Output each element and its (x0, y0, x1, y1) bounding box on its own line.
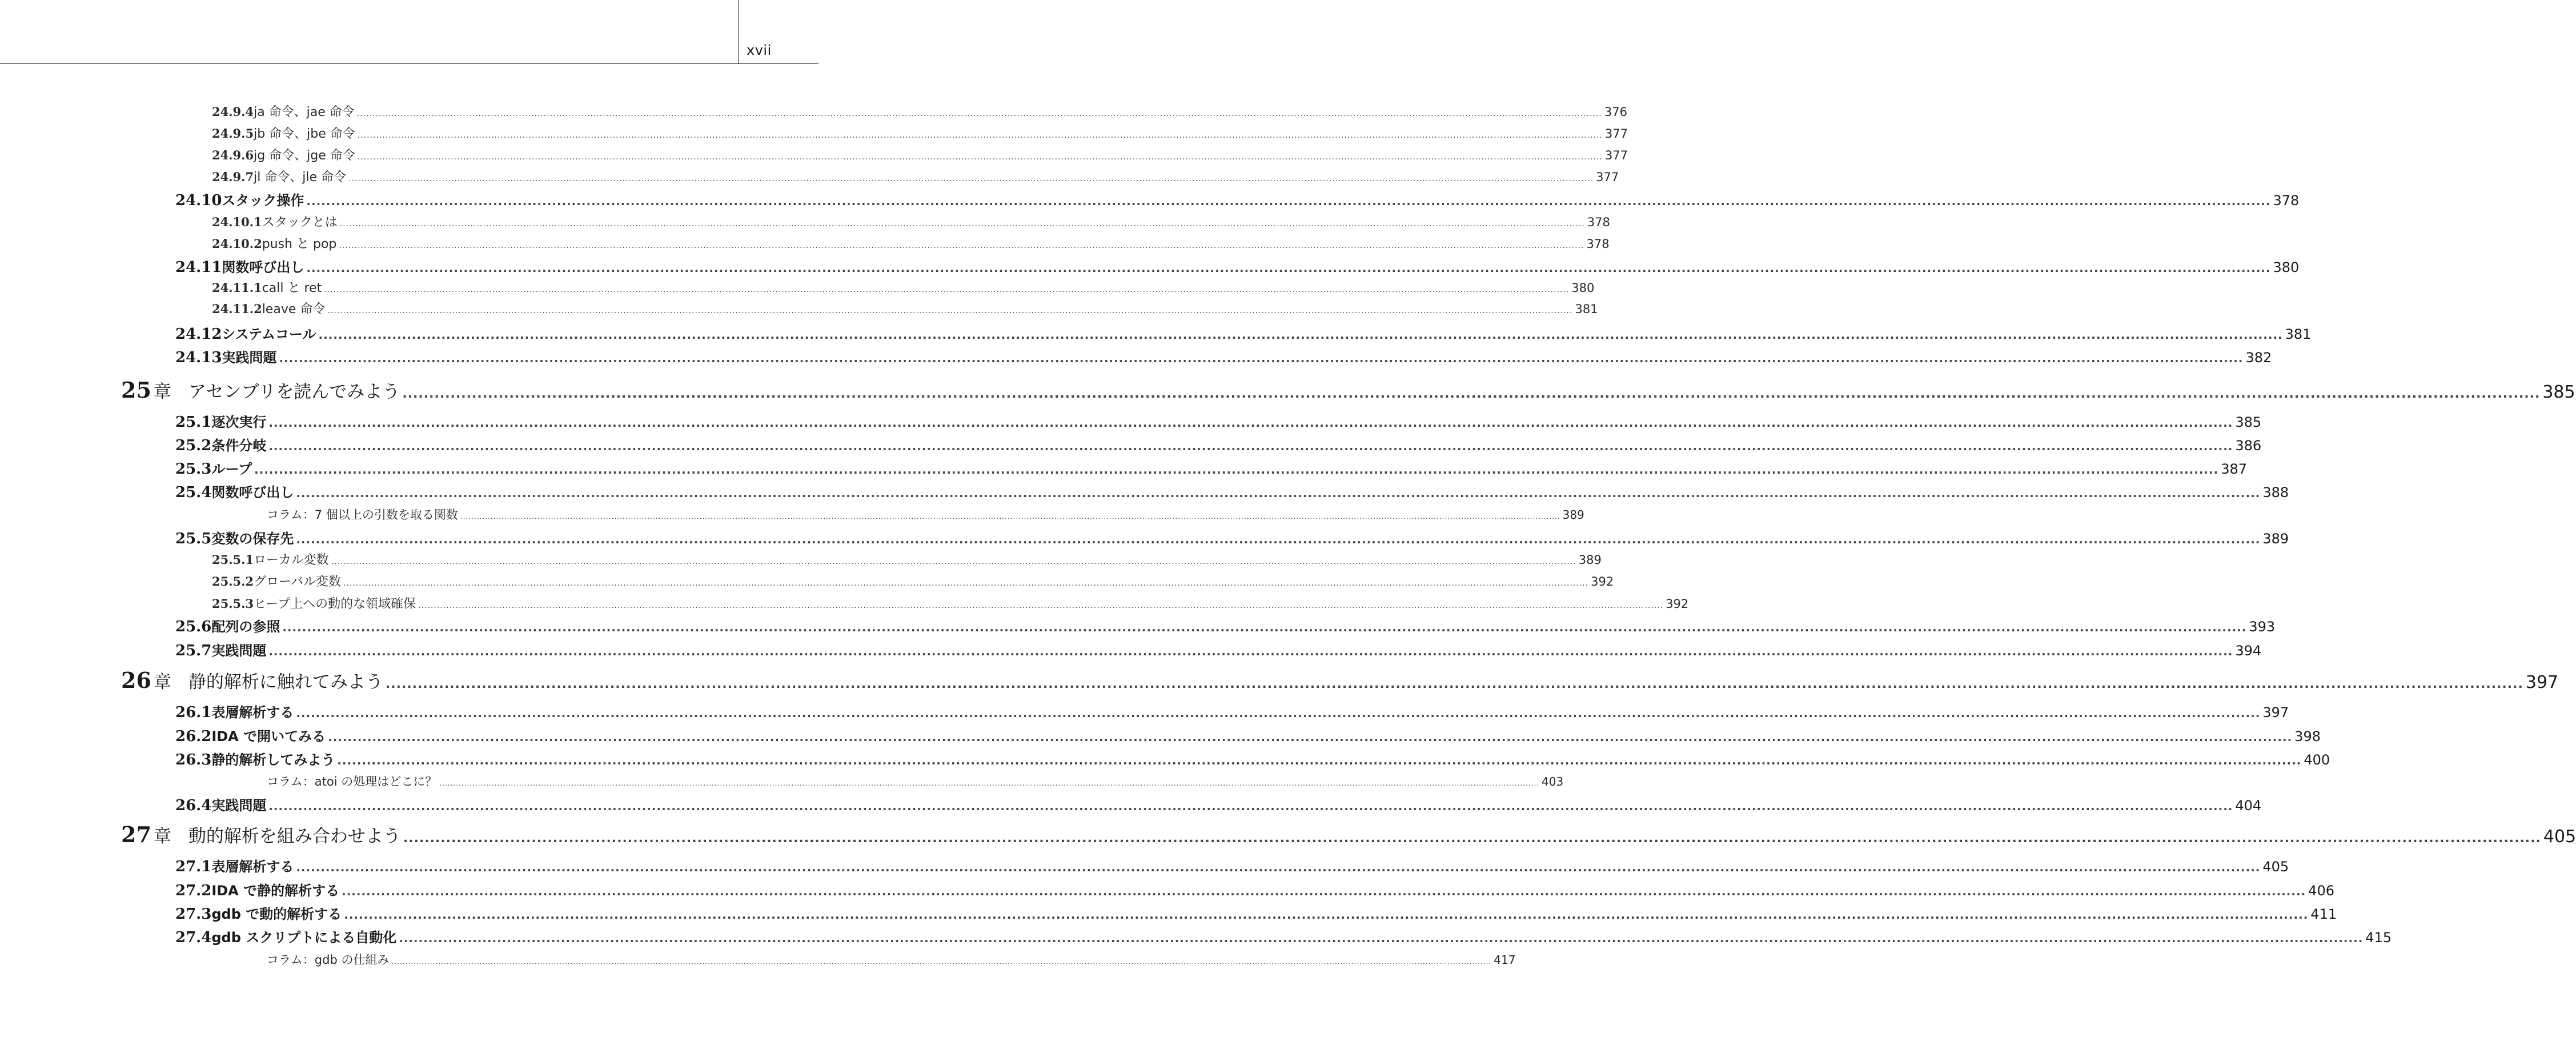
toc-page-number: 389 (1562, 508, 1584, 522)
toc-leader-dots: ................................................................................................................................................................................................................................................................................................................................................................................................................ (306, 261, 2271, 275)
toc-number: 25.4 (175, 484, 212, 501)
toc-entry (175, 527, 2289, 549)
toc-entry (175, 189, 2300, 211)
toc-number: 24.10 (175, 192, 222, 209)
toc-chapter (121, 667, 2559, 697)
toc-page-number: 380 (1571, 281, 1595, 295)
toc-leader-dots: ................................................................................................................................................................................................................................................................................................................................................................................................................ (348, 174, 1594, 183)
toc-number: 26.4 (175, 797, 212, 814)
toc-number: 24.11 (175, 259, 222, 276)
toc-title: IDA で静的解析する (211, 883, 340, 899)
toc-leader-dots: ................................................................................................................................................................................................................................................................................................................................................................................................................ (268, 416, 2233, 430)
toc-page-number: 393 (2249, 619, 2276, 635)
toc-number: 24.9.4 (212, 105, 254, 119)
toc-leader-dots: ................................................................................................................................................................................................................................................................................................................................................................................................................ (328, 730, 2293, 744)
toc-number: 26.3 (175, 751, 212, 768)
toc-title: 実践問題 (211, 643, 267, 659)
toc-title: IDA で開いてみる (211, 728, 326, 744)
toc-page-number: 376 (1604, 105, 1627, 119)
toc-entry (175, 481, 2289, 503)
toc-leader-dots: ................................................................................................................................................................................................................................................................................................................................................................................................................ (254, 463, 2219, 477)
toc-page-number: 378 (2273, 193, 2300, 209)
toc-entry (212, 594, 1689, 614)
toc-page-number: 377 (1596, 170, 1619, 184)
toc-title: push と pop (262, 237, 337, 251)
toc-page-number: 405 (2543, 827, 2576, 847)
toc-title: 逐次実行 (211, 414, 267, 430)
toc-page-number: 400 (2304, 752, 2330, 768)
toc-entry (175, 434, 2262, 456)
toc-title: コラム：gdb の仕組み (267, 953, 390, 967)
toc-page-number: 389 (1578, 553, 1602, 567)
toc-entry (175, 256, 2300, 278)
toc-entry (212, 102, 1627, 122)
toc-entry (212, 146, 1628, 165)
toc-entry (175, 323, 2312, 345)
toc-entry (175, 458, 2248, 479)
toc-entry (212, 234, 1610, 254)
toc-page-number: 381 (1575, 302, 1598, 316)
toc-page-number: 403 (1542, 775, 1564, 788)
toc-entry (212, 167, 1619, 187)
toc-page-number: 380 (2273, 259, 2300, 275)
toc-leader-dots: ................................................................................................................................................................................................................................................................................................................................................................................................................ (344, 908, 2309, 922)
toc-page-number: 378 (1587, 215, 1610, 229)
toc-page-number: 415 (2365, 930, 2392, 946)
toc-title: gdb スクリプトによる自動化 (211, 930, 397, 946)
toc-entry (212, 278, 1595, 298)
toc-leader-dots: ................................................................................................................................................................................................................................................................................................................................................................................................................ (282, 620, 2247, 634)
toc-entry (175, 748, 2330, 770)
toc-title: スタック操作 (222, 193, 304, 209)
page-number: xvii (747, 42, 772, 58)
toc-column (267, 772, 1564, 791)
toc-number: 27.3 (175, 906, 212, 923)
toc-leader-dots: ................................................................................................................................................................................................................................................................................................................................................................................................................ (327, 306, 1573, 315)
toc-page-number: 385 (2235, 414, 2262, 430)
toc-entry (175, 701, 2289, 723)
toc-entry (175, 639, 2262, 661)
toc-page-number: 382 (2245, 350, 2272, 366)
toc-leader-dots: ................................................................................................................................................................................................................................................................................................................................................................................................................ (339, 219, 1585, 229)
toc-title: 関数呼び出し (211, 485, 294, 501)
toc-chapter (121, 377, 2575, 407)
toc-number: 25.2 (175, 437, 212, 454)
toc-entry (175, 879, 2334, 901)
chapter-suffix: 章 (153, 826, 171, 847)
toc-column (267, 951, 1516, 969)
toc-entry (175, 926, 2392, 948)
toc-leader-dots: ................................................................................................................................................................................................................................................................................................................................................................................................................ (439, 779, 1540, 787)
toc-leader-dots: ................................................................................................................................................................................................................................................................................................................................................................................................................ (357, 153, 1603, 162)
toc-number: 25 (121, 377, 151, 403)
toc-number: 27.2 (175, 882, 212, 899)
toc-title: gdb で動的解析する (211, 906, 342, 922)
toc-entry (212, 213, 1610, 232)
toc-leader-dots: ................................................................................................................................................................................................................................................................................................................................................................................................................ (342, 884, 2306, 898)
toc-page-number: 417 (1494, 953, 1516, 967)
toc-title: 配列の参照 (211, 619, 280, 635)
toc-page-number: 381 (2285, 326, 2312, 342)
toc-page-number: 397 (2525, 672, 2559, 692)
toc-title: ローカル変数 (254, 553, 329, 567)
toc-entry (175, 903, 2337, 924)
toc-leader-dots: ................................................................................................................................................................................................................................................................................................................................................................................................................ (268, 439, 2233, 453)
toc-leader-dots: ................................................................................................................................................................................................................................................................................................................................................................................................................ (296, 860, 2261, 874)
toc-entry (175, 346, 2272, 368)
toc-page-number: 406 (2308, 883, 2334, 899)
chapter-suffix: 章 (153, 382, 171, 402)
toc-leader-dots: ................................................................................................................................................................................................................................................................................................................................................................................................................ (391, 958, 1492, 966)
toc-title: ヒープ上への動的な領域確保 (254, 597, 416, 611)
toc-page-number: 394 (2235, 643, 2262, 659)
toc-leader-dots: ................................................................................................................................................................................................................................................................................................................................................................................................................ (418, 601, 1664, 610)
toc-number: 27 (121, 822, 151, 847)
toc-number: 25.5.3 (212, 596, 254, 611)
toc-entry (212, 124, 1628, 143)
toc-page-number: 388 (2262, 485, 2289, 501)
toc-number: 25.5.2 (212, 574, 254, 588)
toc-page-number: 389 (2262, 531, 2289, 547)
toc-leader-dots: ................................................................................................................................................................................................................................................................................................................................................................................................................ (343, 579, 1589, 588)
toc-leader-dots: ................................................................................................................................................................................................................................................................................................................................................................................................................ (399, 931, 2364, 945)
toc-page-number: 405 (2262, 859, 2289, 875)
toc-number: 24.9.6 (212, 148, 254, 162)
toc-title: leave 命令 (262, 302, 326, 317)
toc-title: 実践問題 (222, 350, 277, 366)
toc-leader-dots: ................................................................................................................................................................................................................................................................................................................................................................................................................ (318, 328, 2283, 342)
toc-number: 25.7 (175, 642, 212, 659)
toc-entry (175, 411, 2262, 433)
toc-number: 27.1 (175, 858, 212, 875)
toc-number: 24.10.2 (212, 237, 262, 251)
toc-title: 条件分岐 (211, 438, 267, 454)
toc-page-number: 387 (2221, 461, 2248, 477)
toc-entry (212, 572, 1614, 591)
toc-page-number: 385 (2542, 382, 2575, 402)
toc-title: 静的解析に触れてみよう (188, 672, 383, 692)
toc-title: 動的解析を組み合わせよう (188, 826, 401, 847)
toc-page-number: 404 (2235, 798, 2262, 814)
toc-page-number: 397 (2262, 704, 2289, 720)
toc-entry (175, 725, 2321, 747)
toc-number: 26.2 (175, 728, 212, 745)
toc-leader-dots: ................................................................................................................................................................................................................................................................................................................................................................................................................ (403, 831, 2541, 846)
toc-leader-dots: ................................................................................................................................................................................................................................................................................................................................................................................................................ (324, 285, 1570, 294)
toc-entry (175, 794, 2262, 816)
toc-page-number: 398 (2294, 728, 2321, 744)
toc-number: 24.11.2 (212, 302, 262, 316)
toc-title: 関数呼び出し (222, 259, 304, 275)
toc-number: 26 (121, 667, 151, 693)
toc-page-number: 386 (2235, 438, 2262, 454)
toc-number: 24.9.7 (212, 170, 254, 184)
toc-entry (175, 855, 2289, 877)
toc-leader-dots: ................................................................................................................................................................................................................................................................................................................................................................................................................ (356, 109, 1602, 118)
toc-number: 24.9.5 (212, 126, 254, 141)
toc-number: 25.5 (175, 530, 212, 547)
toc-title: 表層解析する (211, 859, 294, 875)
toc-chapter (121, 822, 2576, 851)
toc-title: jg 命令、jge 命令 (254, 149, 355, 163)
toc-title: 変数の保存先 (211, 531, 294, 547)
toc-leader-dots: ................................................................................................................................................................................................................................................................................................................................................................................................................ (296, 532, 2261, 546)
toc-number: 24.10.1 (212, 215, 262, 229)
toc-title: ja 命令、jae 命令 (254, 105, 355, 119)
toc-title: アセンブリを読んでみよう (188, 382, 400, 402)
toc-title: 表層解析する (211, 704, 294, 720)
toc-leader-dots: ................................................................................................................................................................................................................................................................................................................................................................................................................ (460, 513, 1560, 521)
toc-number: 25.5.1 (212, 552, 254, 567)
toc-title: 実践問題 (211, 798, 267, 814)
toc-title: スタックとは (262, 215, 338, 230)
toc-number: 24.12 (175, 326, 222, 343)
toc-leader-dots: ................................................................................................................................................................................................................................................................................................................................................................................................................ (296, 706, 2261, 720)
toc-title: jb 命令、jbe 命令 (254, 127, 355, 141)
toc-title: コラム：7 個以上の引数を取る関数 (267, 508, 458, 522)
toc-entry (212, 550, 1602, 570)
toc-leader-dots: ................................................................................................................................................................................................................................................................................................................................................................................................................ (339, 241, 1584, 250)
toc-leader-dots: ................................................................................................................................................................................................................................................................................................................................................................................................................ (337, 754, 2302, 767)
toc-entry (212, 299, 1598, 319)
toc-title: システムコール (222, 326, 316, 342)
toc-page-number: 392 (1666, 597, 1689, 611)
toc-leader-dots: ................................................................................................................................................................................................................................................................................................................................................................................................................ (402, 387, 2541, 401)
toc-number: 24.13 (175, 349, 222, 366)
toc-leader-dots: ................................................................................................................................................................................................................................................................................................................................................................................................................ (306, 194, 2271, 208)
toc-number: 25.6 (175, 618, 212, 635)
toc-leader-dots: ................................................................................................................................................................................................................................................................................................................................................................................................................ (268, 799, 2233, 813)
toc-title: call と ret (262, 281, 322, 295)
toc-number: 26.1 (175, 704, 212, 721)
toc-leader-dots: ................................................................................................................................................................................................................................................................................................................................................................................................................ (268, 644, 2233, 658)
toc-title: グローバル変数 (254, 575, 341, 589)
toc-page-number: 411 (2310, 906, 2337, 922)
toc-number: 25.1 (175, 414, 212, 431)
toc-title: jl 命令、jle 命令 (254, 170, 347, 185)
toc-page-number: 377 (1604, 149, 1628, 162)
toc-page-number: 378 (1586, 237, 1610, 251)
chapter-suffix: 章 (153, 672, 171, 692)
header-rule (0, 63, 818, 64)
toc-number: 27.4 (175, 929, 212, 946)
toc-title: 静的解析してみよう (211, 752, 335, 768)
toc-entry (175, 615, 2276, 637)
toc-leader-dots: ................................................................................................................................................................................................................................................................................................................................................................................................................ (279, 351, 2244, 365)
toc-leader-dots: ................................................................................................................................................................................................................................................................................................................................................................................................................ (331, 557, 1576, 566)
header-corner-rule (738, 0, 739, 63)
toc-leader-dots: ................................................................................................................................................................................................................................................................................................................................................................................................................ (385, 677, 2523, 691)
toc-leader-dots: ................................................................................................................................................................................................................................................................................................................................................................................................................ (296, 486, 2261, 500)
toc-title: コラム：atoi の処理はどこに？ (267, 775, 438, 788)
toc-number: 24.11.1 (212, 281, 262, 295)
toc-leader-dots: ................................................................................................................................................................................................................................................................................................................................................................................................................ (357, 131, 1603, 140)
toc-page-number: 392 (1591, 575, 1614, 588)
toc-number: 25.3 (175, 461, 212, 478)
toc-title: ループ (211, 461, 252, 477)
toc-page-number: 377 (1604, 127, 1628, 141)
toc-column (267, 506, 1584, 524)
